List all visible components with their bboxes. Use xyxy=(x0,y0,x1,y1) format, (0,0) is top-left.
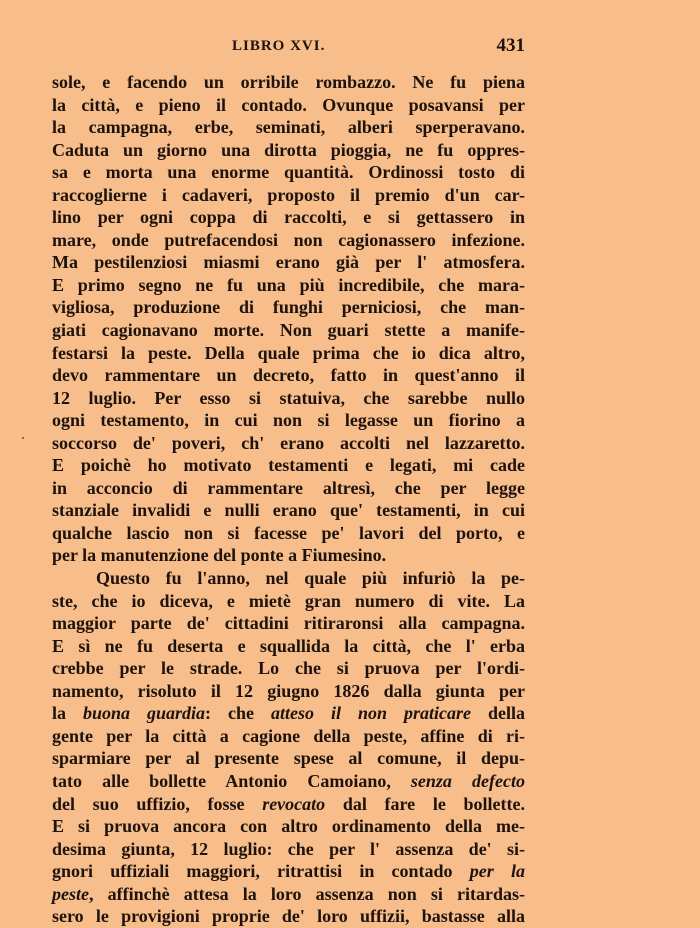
text-run: dal fare le bollette. xyxy=(325,793,525,814)
text-line: Caduta un giorno una dirotta pioggia, ne fu oppres- xyxy=(52,139,525,160)
text-run: della xyxy=(470,703,525,724)
text-line: lino per ogni coppa di raccolti, e si gettassero in xyxy=(52,207,525,228)
text-line: 12 luglio. Per esso si statuiva, che sarebbe nullo xyxy=(52,387,525,408)
text-line: in acconcio di rammentare altresì, che per legge xyxy=(52,477,525,498)
text-line: giati cagionavano morte. Non guari stette a manife- xyxy=(52,320,525,341)
body-text xyxy=(52,71,525,928)
text-line: E sì ne fu deserta e squallida la città, che l' erba xyxy=(52,635,525,656)
text-line: maggior parte de' cittadini ritiraronsi alla campagna. xyxy=(52,613,525,634)
text-line: crebbe per le strade. Lo che si pruova per l'ordi- xyxy=(52,658,525,679)
margin-speck xyxy=(22,437,24,439)
text-line: ogni testamento, in cui non si legasse un fiorino a xyxy=(52,410,525,431)
text-line: festarsi la peste. Della quale prima che io dica altro, xyxy=(52,342,525,363)
text-line xyxy=(52,793,525,816)
text-line: sero le provigioni proprie de' loro uffizii, bastasse alla xyxy=(52,906,525,927)
text-run: del suo uffizio, fosse xyxy=(52,793,263,814)
text-line xyxy=(52,770,525,793)
text-line: sole, e facendo un orribile rombazzo. Ne fu piena xyxy=(52,72,525,92)
text-line: E poichè ho motivato testamenti e legati, mi cade xyxy=(52,455,525,476)
text-line: desima giunta, 12 luglio: che per l' assenza de' si- xyxy=(52,838,525,859)
text-line: sa e morta una enorme quantità. Ordinossi tosto di xyxy=(52,162,525,183)
text-line: la città, e pieno il contado. Ovunque posavansi per xyxy=(52,94,525,115)
text-line: sparmiare per al presente spese al comune, il depu- xyxy=(52,748,525,769)
text-line: namento, risoluto il 12 giugno 1826 dalla giunta per xyxy=(52,680,525,701)
text-line xyxy=(52,860,525,883)
italic-phrase: revocato xyxy=(262,793,326,814)
text-line: E primo segno ne fu una più incredibile, che mara- xyxy=(52,274,525,295)
text-line: qualche lascio non si facesse pe' lavori del porto, e xyxy=(52,522,525,543)
text-line: devo rammentare un decreto, fatto in quest'anno il xyxy=(52,365,525,386)
text-line xyxy=(52,883,525,906)
text-run: : che xyxy=(205,703,271,724)
text-line: stanziale invalidi e nulli erano que' testamenti, in cui xyxy=(52,500,525,521)
text-run: la xyxy=(52,703,83,724)
text-run: gnori uffiziali maggiori, ritrattisi in contado xyxy=(52,861,470,882)
text-line: per la manutenzione del ponte a Fiumesino. xyxy=(52,545,387,566)
italic-phrase: per la xyxy=(469,861,525,882)
text-line: soccorso de' poveri, ch' erano accolti nel lazzaretto. xyxy=(52,432,525,453)
italic-phrase: atteso il non praticare xyxy=(271,703,471,724)
text-line: ste, che io diceva, e mietè gran numero di vite. La xyxy=(52,590,525,611)
running-title: LIBRO XVI. xyxy=(232,38,326,54)
text-line: vigliosa, produzione di funghi perniciosi, che man- xyxy=(52,297,525,318)
text-run: tato alle bollette Antonio Camoiano, xyxy=(52,770,411,791)
text-line: gente per la città a cagione della peste, affine di ri- xyxy=(52,725,525,746)
text-run: , affinchè attesa la loro assenza non si ritardas- xyxy=(88,883,525,904)
text-line: mare, onde putrefacendosi non cagionassero infezione. xyxy=(52,229,525,250)
text-line: la campagna, erbe, seminati, alberi sperperavano. xyxy=(52,117,525,138)
italic-phrase: peste xyxy=(52,883,89,904)
italic-phrase: buona guardia xyxy=(83,703,206,724)
text-line: E si pruova ancora con altro ordinamento della me- xyxy=(52,816,525,837)
text-line xyxy=(52,702,525,725)
italic-phrase: senza defecto xyxy=(410,770,525,791)
running-head xyxy=(52,35,525,62)
page-number: 431 xyxy=(496,35,525,56)
text-line: Ma pestilenziosi miasmi erano già per l' atmosfera. xyxy=(52,252,525,273)
text-line: raccoglierne i cadaveri, proposto il premio d'un car- xyxy=(52,184,525,205)
text-line: Questo fu l'anno, nel quale più infuriò la pe- xyxy=(96,568,525,589)
